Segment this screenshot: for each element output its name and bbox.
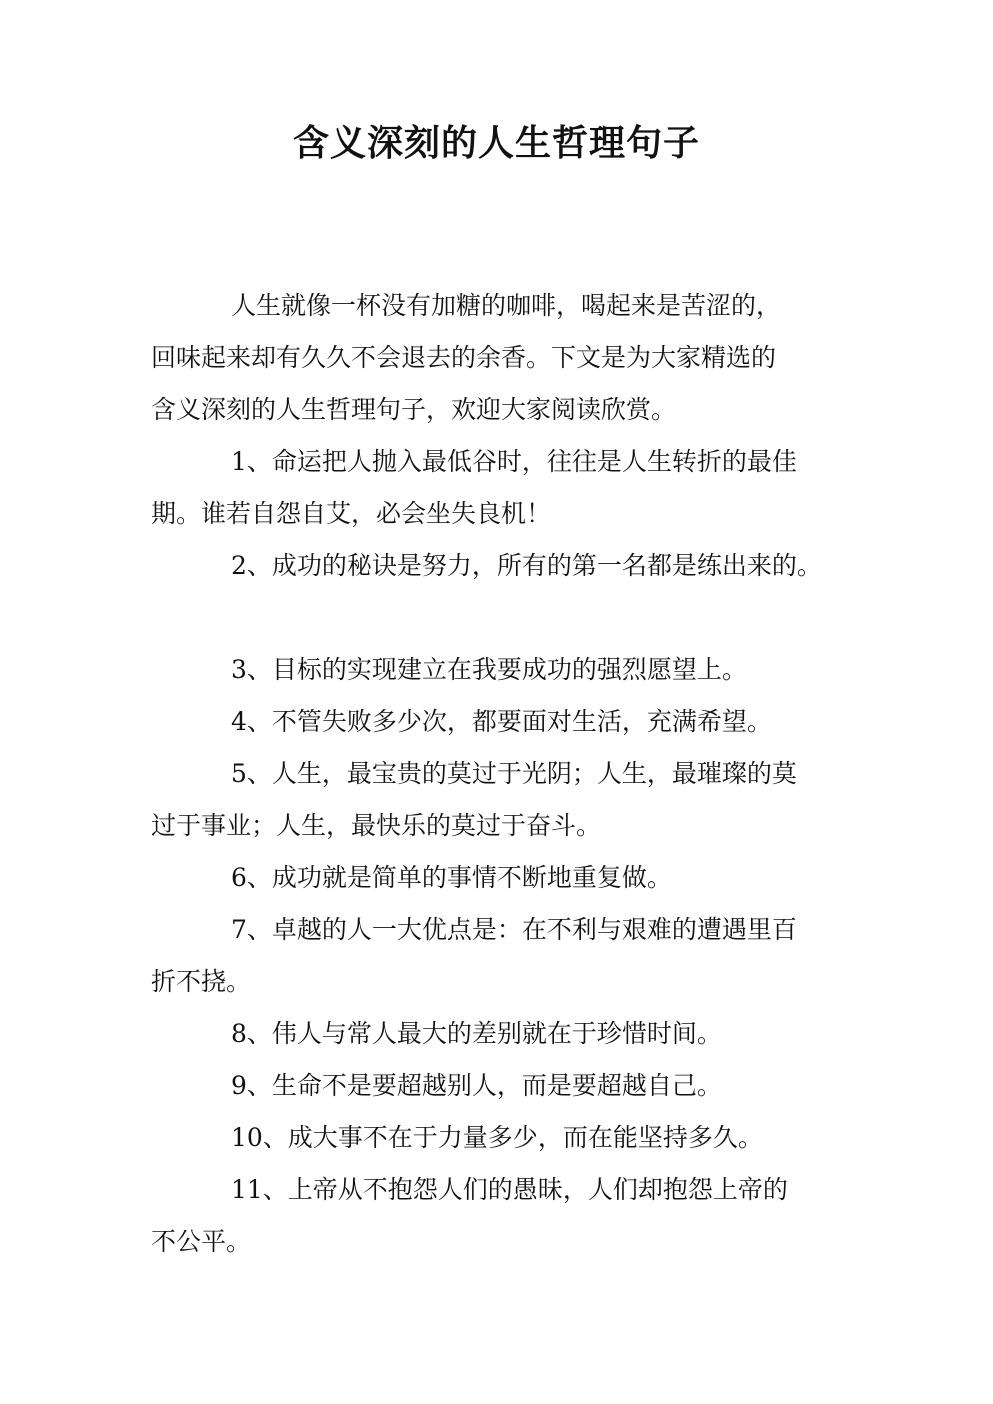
text-line: 8、伟人与常人最大的差别就在于珍惜时间。 — [231, 1019, 722, 1048]
text-line: 10、成大事不在于力量多少，而在能坚持多久。 — [231, 1123, 763, 1152]
document-body — [151, 280, 851, 1268]
list-item — [151, 696, 851, 748]
intro-paragraph — [151, 280, 851, 436]
text-line: 3、目标的实现建立在我要成功的强烈愿望上。 — [231, 655, 747, 684]
text-line: 7、卓越的人一大优点是：在不利与艰难的遭遇里百 — [231, 915, 797, 944]
list-item — [151, 904, 851, 1008]
text-line: 过于事业；人生，最快乐的莫过于奋斗。 — [151, 811, 602, 840]
text-line: 4、不管失败多少次，都要面对生活，充满希望。 — [231, 707, 772, 736]
list-item — [151, 1164, 851, 1268]
list-item — [151, 1008, 851, 1060]
text-line: 9、生命不是要超越别人，而是要超越自己。 — [231, 1071, 722, 1100]
text-line: 不公平。 — [151, 1227, 252, 1256]
text-line: 1、命运把人抛入最低谷时，往往是人生转折的最佳 — [231, 447, 797, 476]
blank-line — [151, 592, 851, 644]
text-line: 人生就像一杯没有加糖的咖啡，喝起来是苦涩的， — [231, 291, 782, 320]
page-title: 含义深刻的人生哲理句子 — [292, 122, 700, 164]
list-item — [151, 748, 851, 852]
text-line: 6、成功就是简单的事情不断地重复做。 — [231, 863, 672, 892]
list-item — [151, 436, 851, 540]
list-item — [151, 1060, 851, 1112]
text-line: 期。谁若自怨自艾，必会坐失良机！ — [151, 499, 552, 528]
text-line: 11、上帝从不抱怨人们的愚昧，人们却抱怨上帝的 — [231, 1175, 788, 1204]
text-line: 回味起来却有久久不会退去的余香。下文是为大家精选的 — [151, 343, 777, 372]
list-item — [151, 540, 851, 592]
text-line: 5、人生，最宝贵的莫过于光阴；人生，最璀璨的莫 — [231, 759, 797, 788]
list-item — [151, 852, 851, 904]
text-line: 2、成功的秘诀是努力，所有的第一名都是练出来的。 — [231, 551, 822, 580]
list-item — [151, 1112, 851, 1164]
text-line: 含义深刻的人生哲理句子，欢迎大家阅读欣赏。 — [151, 395, 677, 424]
text-line: 折不挠。 — [151, 967, 252, 996]
list-item — [151, 644, 851, 696]
